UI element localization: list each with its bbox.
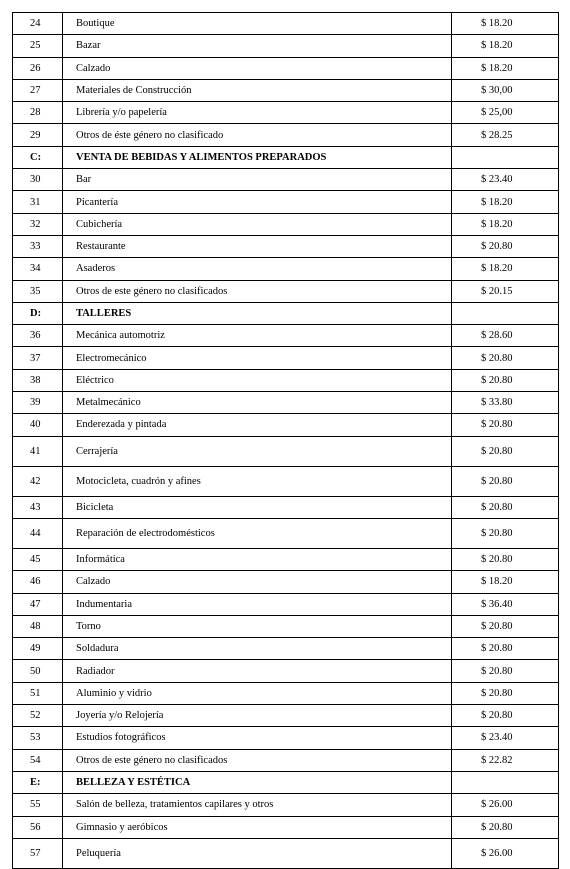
section-header-row bbox=[13, 146, 559, 168]
section-title: VENTA DE BEBIDAS Y ALIMENTOS PREPARADOS bbox=[63, 146, 452, 168]
item-description: Motocicleta, cuadrón y afines bbox=[63, 466, 452, 496]
item-description: Enderezada y pintada bbox=[63, 414, 452, 436]
table-row bbox=[13, 593, 559, 615]
table-row bbox=[13, 102, 559, 124]
item-number: 52 bbox=[13, 705, 63, 727]
section-title: BELLEZA Y ESTÉTICA bbox=[63, 771, 452, 793]
item-amount: $ 23.40 bbox=[452, 727, 559, 749]
item-amount: $ 20.80 bbox=[452, 347, 559, 369]
item-number: 53 bbox=[13, 727, 63, 749]
table-row bbox=[13, 414, 559, 436]
item-amount: $ 20.80 bbox=[452, 705, 559, 727]
item-amount: $ 18.20 bbox=[452, 13, 559, 35]
table-row bbox=[13, 213, 559, 235]
item-number: 32 bbox=[13, 213, 63, 235]
item-amount: $ 20.80 bbox=[452, 518, 559, 548]
item-number: 42 bbox=[13, 466, 63, 496]
item-description: Otros de este género no clasificados bbox=[63, 749, 452, 771]
item-amount: $ 33.80 bbox=[452, 392, 559, 414]
item-number: 31 bbox=[13, 191, 63, 213]
table-row bbox=[13, 124, 559, 146]
item-description: Otros de este género no clasificados bbox=[63, 280, 452, 302]
item-amount: $ 18.20 bbox=[452, 35, 559, 57]
item-amount: $ 18.20 bbox=[452, 191, 559, 213]
fee-table-page bbox=[12, 12, 558, 869]
item-number: 54 bbox=[13, 749, 63, 771]
table-row bbox=[13, 436, 559, 466]
section-header-row bbox=[13, 771, 559, 793]
section-code: C: bbox=[13, 146, 63, 168]
item-amount: $ 20.15 bbox=[452, 280, 559, 302]
item-description: Bazar bbox=[63, 35, 452, 57]
table-row bbox=[13, 727, 559, 749]
table-row bbox=[13, 325, 559, 347]
fee-table-body bbox=[13, 13, 559, 869]
item-number: 48 bbox=[13, 615, 63, 637]
item-amount: $ 20.80 bbox=[452, 369, 559, 391]
item-description: Soldadura bbox=[63, 638, 452, 660]
item-description: Reparación de electrodomésticos bbox=[63, 518, 452, 548]
item-description: Salón de belleza, tratamientos capilares y otros bbox=[63, 794, 452, 816]
item-amount bbox=[452, 302, 559, 324]
item-description: Eléctrico bbox=[63, 369, 452, 391]
item-number: 43 bbox=[13, 496, 63, 518]
item-amount: $ 26.00 bbox=[452, 838, 559, 868]
item-number: 26 bbox=[13, 57, 63, 79]
item-description: Bar bbox=[63, 169, 452, 191]
table-row bbox=[13, 347, 559, 369]
item-number: 57 bbox=[13, 838, 63, 868]
item-amount: $ 25,00 bbox=[452, 102, 559, 124]
item-description: Joyería y/o Relojería bbox=[63, 705, 452, 727]
item-number: 39 bbox=[13, 392, 63, 414]
item-number: 34 bbox=[13, 258, 63, 280]
item-description: Bicicleta bbox=[63, 496, 452, 518]
item-amount: $ 20.80 bbox=[452, 496, 559, 518]
item-description: Aluminio y vidrio bbox=[63, 682, 452, 704]
table-row bbox=[13, 13, 559, 35]
item-description: Informática bbox=[63, 548, 452, 570]
item-amount: $ 20.80 bbox=[452, 638, 559, 660]
item-description: Estudios fotográficos bbox=[63, 727, 452, 749]
item-number: 36 bbox=[13, 325, 63, 347]
item-number: 40 bbox=[13, 414, 63, 436]
section-code: D: bbox=[13, 302, 63, 324]
item-number: 55 bbox=[13, 794, 63, 816]
item-description: Electromecánico bbox=[63, 347, 452, 369]
section-code: E: bbox=[13, 771, 63, 793]
table-row bbox=[13, 369, 559, 391]
table-row bbox=[13, 79, 559, 101]
table-row bbox=[13, 816, 559, 838]
item-description: Otros de éste género no clasificado bbox=[63, 124, 452, 146]
item-description: Indumentaria bbox=[63, 593, 452, 615]
item-number: 38 bbox=[13, 369, 63, 391]
fee-table bbox=[12, 12, 559, 869]
table-row bbox=[13, 705, 559, 727]
item-description: Restaurante bbox=[63, 235, 452, 257]
table-row bbox=[13, 496, 559, 518]
item-amount: $ 20.80 bbox=[452, 615, 559, 637]
table-row bbox=[13, 838, 559, 868]
item-number: 45 bbox=[13, 548, 63, 570]
item-amount: $ 20.80 bbox=[452, 466, 559, 496]
item-amount: $ 18.20 bbox=[452, 258, 559, 280]
item-description: Materiales de Construcción bbox=[63, 79, 452, 101]
item-number: 33 bbox=[13, 235, 63, 257]
item-amount: $ 20.80 bbox=[452, 235, 559, 257]
item-description: Radiador bbox=[63, 660, 452, 682]
table-row bbox=[13, 660, 559, 682]
table-row bbox=[13, 258, 559, 280]
table-row bbox=[13, 191, 559, 213]
table-row bbox=[13, 794, 559, 816]
item-number: 35 bbox=[13, 280, 63, 302]
item-description: Calzado bbox=[63, 571, 452, 593]
item-description: Gimnasio y aeróbicos bbox=[63, 816, 452, 838]
item-amount: $ 20.80 bbox=[452, 660, 559, 682]
item-number: 29 bbox=[13, 124, 63, 146]
table-row bbox=[13, 749, 559, 771]
table-row bbox=[13, 682, 559, 704]
table-row bbox=[13, 392, 559, 414]
table-row bbox=[13, 571, 559, 593]
table-row bbox=[13, 235, 559, 257]
item-description: Calzado bbox=[63, 57, 452, 79]
item-number: 30 bbox=[13, 169, 63, 191]
table-row bbox=[13, 57, 559, 79]
item-number: 50 bbox=[13, 660, 63, 682]
section-title: TALLERES bbox=[63, 302, 452, 324]
table-row bbox=[13, 548, 559, 570]
item-number: 49 bbox=[13, 638, 63, 660]
item-description: Peluquería bbox=[63, 838, 452, 868]
item-number: 51 bbox=[13, 682, 63, 704]
item-number: 37 bbox=[13, 347, 63, 369]
item-description: Librería y/o papelería bbox=[63, 102, 452, 124]
table-row bbox=[13, 280, 559, 302]
table-row bbox=[13, 615, 559, 637]
item-amount: $ 20.80 bbox=[452, 816, 559, 838]
item-amount: $ 22.82 bbox=[452, 749, 559, 771]
table-row bbox=[13, 518, 559, 548]
section-header-row bbox=[13, 302, 559, 324]
item-description: Mecánica automotriz bbox=[63, 325, 452, 347]
item-number: 44 bbox=[13, 518, 63, 548]
item-number: 24 bbox=[13, 13, 63, 35]
item-description: Boutique bbox=[63, 13, 452, 35]
item-amount: $ 26.00 bbox=[452, 794, 559, 816]
item-amount: $ 23.40 bbox=[452, 169, 559, 191]
table-row bbox=[13, 638, 559, 660]
table-row bbox=[13, 35, 559, 57]
item-description: Cerrajería bbox=[63, 436, 452, 466]
item-description: Asaderos bbox=[63, 258, 452, 280]
item-amount: $ 20.80 bbox=[452, 682, 559, 704]
item-amount: $ 30,00 bbox=[452, 79, 559, 101]
item-amount: $ 18.20 bbox=[452, 571, 559, 593]
item-amount: $ 20.80 bbox=[452, 414, 559, 436]
table-row bbox=[13, 466, 559, 496]
item-amount bbox=[452, 146, 559, 168]
item-number: 25 bbox=[13, 35, 63, 57]
item-number: 56 bbox=[13, 816, 63, 838]
item-description: Torno bbox=[63, 615, 452, 637]
item-description: Cubichería bbox=[63, 213, 452, 235]
item-amount: $ 18.20 bbox=[452, 213, 559, 235]
item-number: 28 bbox=[13, 102, 63, 124]
item-number: 27 bbox=[13, 79, 63, 101]
item-number: 41 bbox=[13, 436, 63, 466]
item-description: Metalmecánico bbox=[63, 392, 452, 414]
item-amount: $ 18.20 bbox=[452, 57, 559, 79]
item-number: 46 bbox=[13, 571, 63, 593]
item-amount: $ 20.80 bbox=[452, 436, 559, 466]
item-number: 47 bbox=[13, 593, 63, 615]
item-amount: $ 28.60 bbox=[452, 325, 559, 347]
item-amount bbox=[452, 771, 559, 793]
item-amount: $ 20.80 bbox=[452, 548, 559, 570]
item-amount: $ 28.25 bbox=[452, 124, 559, 146]
item-description: Picantería bbox=[63, 191, 452, 213]
item-amount: $ 36.40 bbox=[452, 593, 559, 615]
table-row bbox=[13, 169, 559, 191]
